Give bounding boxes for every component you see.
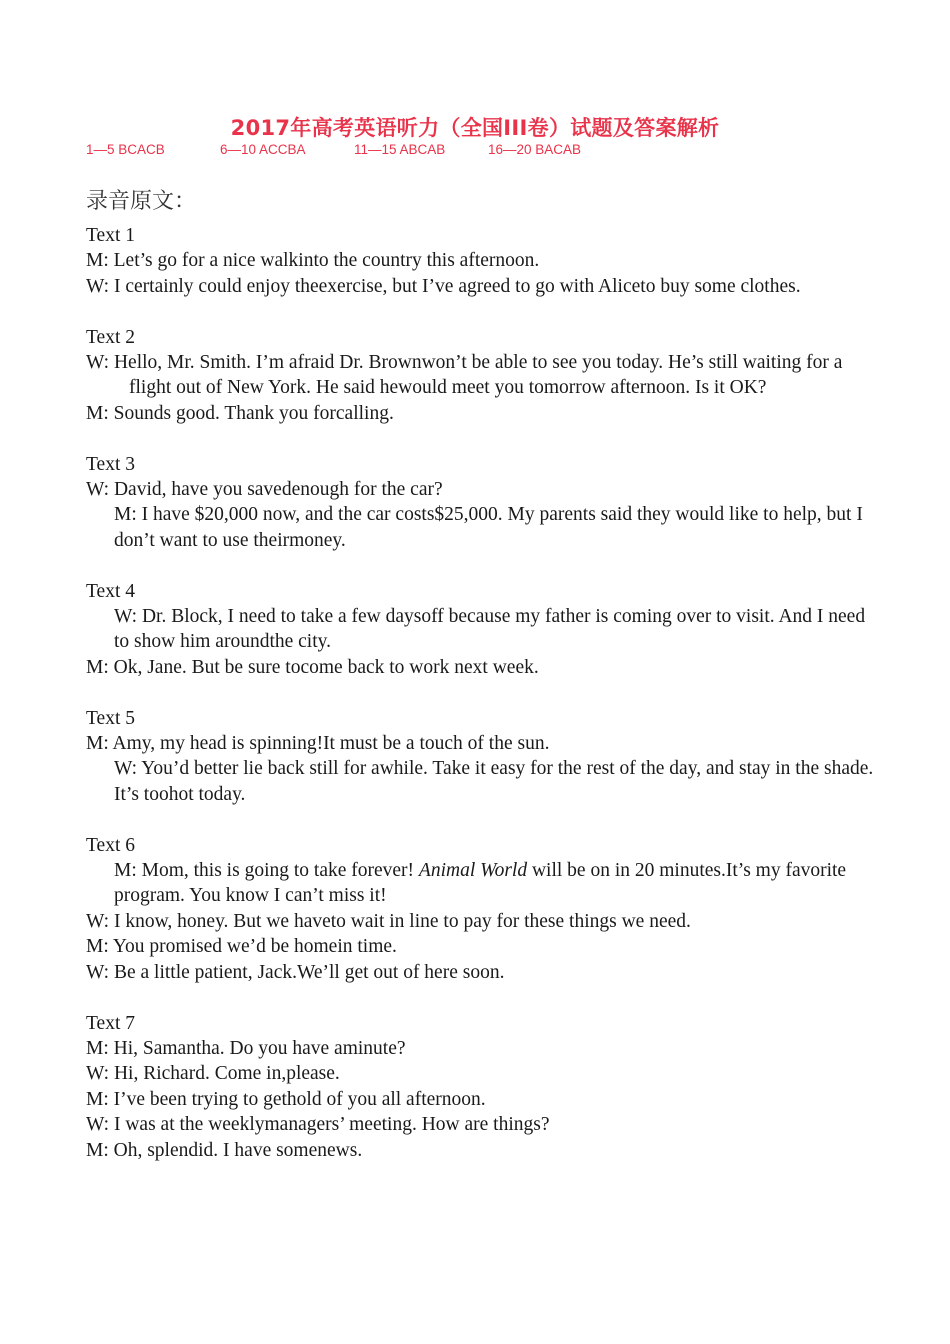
dialogue-line: W: David, have you savedenough for the car? [86, 479, 443, 501]
dialogue-line: W: I certainly could enjoy theexercise, but I’ve agreed to go with Aliceto buy some clothes. [86, 275, 801, 297]
dialogue-line: W: I know, honey. But we haveto wait in line to pay for these things we need. [86, 910, 691, 932]
dialogue-line: W: I was at the weeklymanagers’ meeting. How are things? [86, 1114, 550, 1136]
text-block-2 [86, 325, 876, 427]
document-title: 2017年高考英语听力（全国III卷）试题及答案解析 [230, 116, 720, 140]
answer-key [86, 142, 886, 162]
dialogue-segment: will be on in 20 minutes.It’s my favorite program. You know I can’t miss it! [114, 860, 847, 907]
dialogue-line: M: I’ve been trying to gethold of you all afternoon. [86, 1088, 486, 1110]
dialogue-line: W: Be a little patient, Jack.We’ll get out of here soon. [86, 961, 505, 983]
text-block-3 [86, 452, 876, 554]
dialogue-line: W: Hi, Richard. Come in,please. [86, 1063, 340, 1085]
dialogue-line: W: Hello, Mr. Smith. I’m afraid Dr. Brownwon’t be able to see you today. He’s still waiting for a flight out of New York. He said hewould meet you tomorrow afternoon. Is it OK? [86, 352, 843, 399]
dialogue-line: M: I have $20,000 now, and the car costs$25,000. My parents said they would like to help, but I don’t want to use theirmoney. [114, 504, 863, 551]
text-title: Text 6 [86, 834, 135, 856]
text-block-6 [86, 833, 876, 985]
transcript [86, 223, 876, 1188]
answer-group-2: 6—10 ACCBA [220, 142, 306, 157]
program-title: Animal World [418, 860, 528, 882]
text-title: Text 5 [86, 707, 135, 729]
dialogue-line: W: You’d better lie back still for awhile. Take it easy for the rest of the day, and stay in the shade. It’s toohot today. [114, 758, 874, 805]
text-block-5 [86, 706, 876, 808]
text-title: Text 4 [86, 580, 135, 602]
text-block-1 [86, 223, 876, 299]
dialogue-line: W: Dr. Block, I need to take a few daysoff because my father is coming over to visit. And I need to show him aroundthe city. [114, 606, 866, 653]
section-heading: 录音原文： [86, 189, 197, 214]
dialogue-line [86, 858, 876, 909]
answer-group-3: 11—15 ABCAB [354, 142, 446, 157]
dialogue-segment: M: Mom, this is going to take forever! [114, 860, 419, 882]
dialogue-line: M: Hi, Samantha. Do you have aminute? [86, 1037, 406, 1059]
answer-group-4: 16—20 BACAB [488, 142, 582, 157]
text-title: Text 2 [86, 326, 135, 348]
dialogue-line: M: Sounds good. Thank you forcalling. [86, 402, 394, 424]
text-block-4 [86, 579, 876, 681]
dialogue-line: M: Oh, splendid. I have somenews. [86, 1139, 363, 1161]
text-block-7 [86, 1011, 876, 1163]
dialogue-line: M: Amy, my head is spinning!It must be a touch of the sun. [86, 733, 550, 755]
dialogue-line: M: Let’s go for a nice walkinto the country this afternoon. [86, 250, 540, 272]
text-title: Text 7 [86, 1012, 135, 1034]
answer-group-1: 1—5 BCACB [86, 142, 165, 157]
dialogue-line: M: Ok, Jane. But be sure tocome back to work next week. [86, 656, 539, 678]
text-title: Text 3 [86, 453, 135, 475]
dialogue-line: M: You promised we’d be homein time. [86, 936, 397, 958]
text-title: Text 1 [86, 225, 135, 246]
